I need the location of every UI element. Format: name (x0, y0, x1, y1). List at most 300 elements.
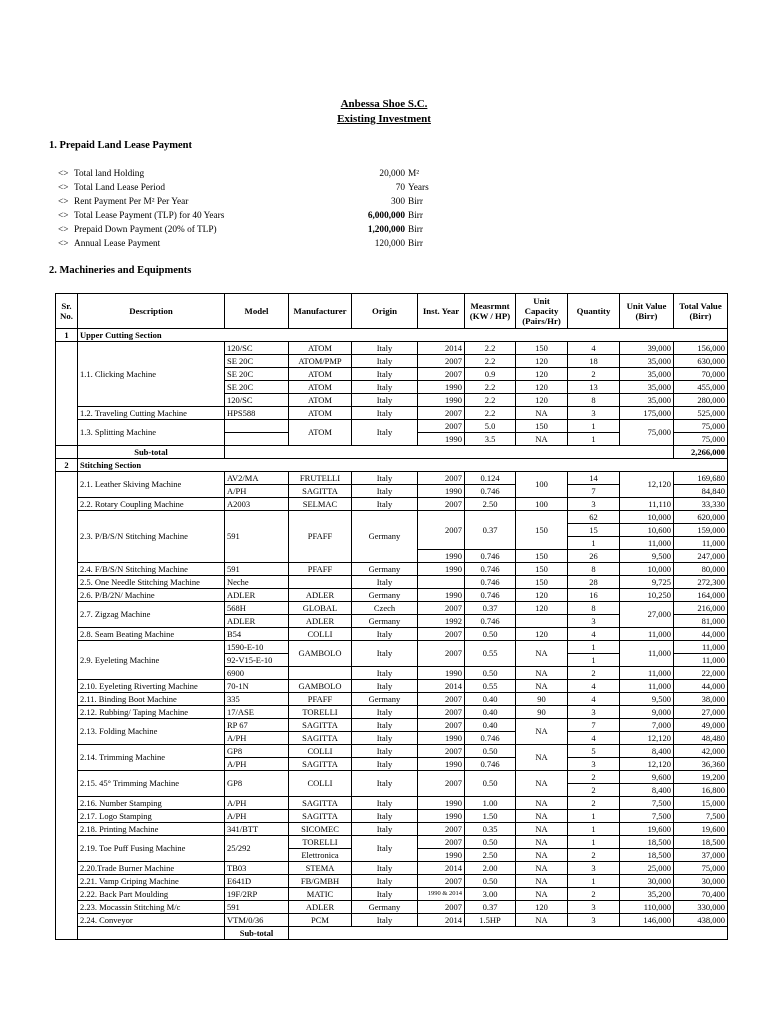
mfr-cell: ATOM (289, 420, 352, 446)
cap-cell: NA (516, 797, 568, 810)
tval-cell: 70,000 (674, 368, 728, 381)
model-cell: 17/ASE (225, 706, 289, 719)
uval-cell: 12,120 (620, 732, 674, 745)
year-cell: 1990 (418, 667, 465, 680)
tval-cell: 280,000 (674, 394, 728, 407)
table-row (56, 693, 728, 706)
qty-cell: 26 (568, 550, 620, 563)
desc-cell: 2.18. Printing Machine (78, 823, 225, 836)
uval-cell: 7,000 (620, 719, 674, 732)
page-subtitle: Existing Investment (337, 113, 431, 125)
cap-cell: NA (516, 745, 568, 771)
origin-cell: Italy (352, 680, 418, 693)
lease-label: Total land Holding (74, 169, 145, 179)
desc-cell: 2.9. Eyeleting Machine (78, 641, 225, 680)
model-cell: 120/SC (225, 342, 289, 355)
year-cell: 1990 (418, 589, 465, 602)
model-cell: SE 20C (225, 368, 289, 381)
table-row (56, 771, 728, 784)
meas-cell: 0.40 (465, 693, 516, 706)
tval-cell: 33,330 (674, 498, 728, 511)
year-cell: 1990 & 2014 (418, 888, 465, 901)
mfr-cell: PFAFF (289, 511, 352, 563)
tval-cell: 159,000 (674, 524, 728, 537)
cap-cell: 150 (516, 420, 568, 433)
origin-cell: Italy (352, 576, 418, 589)
meas-cell: 1.50 (465, 810, 516, 823)
table-row (56, 420, 728, 433)
tval-cell: 455,000 (674, 381, 728, 394)
desc-cell: 2.15. 45° Trimming Machine (78, 771, 225, 797)
year-cell: 1990 (418, 433, 465, 446)
bullet: <> (58, 183, 69, 193)
qty-cell: 1 (568, 823, 620, 836)
tval-cell: 169,680 (674, 472, 728, 485)
meas-cell: 0.50 (465, 667, 516, 680)
year-cell: 2014 (418, 862, 465, 875)
cap-cell: 120 (516, 589, 568, 602)
meas-cell: 1.00 (465, 797, 516, 810)
mfr-cell: SAGITTA (289, 719, 352, 732)
origin-cell: Italy (352, 719, 418, 732)
year-cell: 2007 (418, 641, 465, 667)
table-row (56, 888, 728, 901)
qty-cell: 2 (568, 771, 620, 784)
cap-cell: 90 (516, 706, 568, 719)
table-row (56, 680, 728, 693)
meas-cell: 0.124 (465, 472, 516, 485)
tval-cell: 19,200 (674, 771, 728, 784)
uval-cell: 9,725 (620, 576, 674, 589)
desc-cell: 2.1. Leather Skiving Machine (78, 472, 225, 498)
year-cell: 2007 (418, 836, 465, 849)
year-cell: 2007 (418, 901, 465, 914)
uval-cell: 9,000 (620, 706, 674, 719)
qty-cell: 8 (568, 563, 620, 576)
table-row (56, 719, 728, 732)
origin-cell: Italy (352, 797, 418, 810)
table-row (56, 914, 728, 927)
cap-cell: 120 (516, 394, 568, 407)
origin-cell: Germany (352, 615, 418, 628)
mfr-cell: TORELLI (289, 836, 352, 849)
table-row (56, 589, 728, 602)
lease-value: 6,000,000 (367, 211, 405, 221)
subtotal-value: 2,266,000 (674, 446, 728, 459)
section-row (56, 459, 728, 472)
col-header: Quantity (568, 294, 620, 329)
model-cell: GP8 (225, 771, 289, 797)
desc-cell: 2.2. Rotary Coupling Machine (78, 498, 225, 511)
table-row (56, 576, 728, 589)
meas-cell: 0.55 (465, 680, 516, 693)
empty-cell (225, 446, 674, 459)
qty-cell: 3 (568, 498, 620, 511)
tval-cell: 156,000 (674, 342, 728, 355)
table-row (56, 862, 728, 875)
qty-cell: 28 (568, 576, 620, 589)
uval-cell: 35,000 (620, 368, 674, 381)
tval-cell: 7,500 (674, 810, 728, 823)
tval-cell: 22,000 (674, 667, 728, 680)
lease-label: Rent Payment Per M² Per Year (74, 197, 189, 207)
cap-cell: NA (516, 719, 568, 745)
model-cell: AV2/MA (225, 472, 289, 485)
qty-cell: 8 (568, 602, 620, 615)
origin-cell: Italy (352, 667, 418, 680)
qty-cell: 7 (568, 719, 620, 732)
meas-cell: 0.746 (465, 732, 516, 745)
model-cell: HPS588 (225, 407, 289, 420)
cap-cell: NA (516, 641, 568, 667)
lease-label: Prepaid Down Payment (20% of TLP) (74, 225, 217, 235)
model-cell: A/PH (225, 485, 289, 498)
table-row (56, 498, 728, 511)
model-cell: 25/292 (225, 836, 289, 862)
desc-cell: 2.6. P/B/2N/ Machine (78, 589, 225, 602)
subtotal-row (56, 927, 728, 940)
year-cell: 2007 (418, 875, 465, 888)
qty-cell: 3 (568, 862, 620, 875)
lease-item (58, 209, 468, 223)
qty-cell: 4 (568, 693, 620, 706)
cap-cell: NA (516, 862, 568, 875)
cap-cell: 120 (516, 381, 568, 394)
mfr-cell: PFAFF (289, 693, 352, 706)
mfr-cell: GLOBAL (289, 602, 352, 615)
uval-cell: 10,000 (620, 563, 674, 576)
section-name: Upper Cutting Section (78, 329, 728, 342)
lease-item (58, 195, 468, 209)
uval-cell: 10,000 (620, 511, 674, 524)
origin-cell: Italy (352, 875, 418, 888)
mfr-cell: SAGITTA (289, 485, 352, 498)
desc-cell: 1.3. Splitting Machine (78, 420, 225, 446)
bullet: <> (58, 239, 69, 249)
uval-cell: 9,500 (620, 693, 674, 706)
origin-cell: Italy (352, 732, 418, 745)
mfr-cell: SAGITTA (289, 758, 352, 771)
year-cell: 1990 (418, 485, 465, 498)
uval-cell: 35,000 (620, 381, 674, 394)
lease-value: 120,000 (374, 239, 405, 249)
table-row (56, 706, 728, 719)
table-row (56, 823, 728, 836)
lease-unit: Birr (408, 225, 423, 235)
tval-cell: 164,000 (674, 589, 728, 602)
cap-cell: 90 (516, 693, 568, 706)
qty-cell: 14 (568, 472, 620, 485)
year-cell: 2007 (418, 472, 465, 485)
tval-cell: 11,000 (674, 654, 728, 667)
origin-cell: Germany (352, 589, 418, 602)
tval-cell: 19,600 (674, 823, 728, 836)
mfr-cell: STEMA (289, 862, 352, 875)
qty-cell: 3 (568, 901, 620, 914)
year-cell: 2007 (418, 498, 465, 511)
company-name: Anbessa Shoe S.C. (340, 98, 428, 110)
sr-cell (56, 342, 78, 446)
sr-cell (56, 472, 78, 940)
tval-cell: 44,000 (674, 680, 728, 693)
qty-cell: 16 (568, 589, 620, 602)
year-cell: 2007 (418, 355, 465, 368)
model-cell: E641D (225, 875, 289, 888)
subtotal-label: Sub-total (225, 927, 289, 940)
year-cell: 1990 (418, 810, 465, 823)
origin-cell: Italy (352, 836, 418, 862)
bullet: <> (58, 169, 69, 179)
qty-cell: 4 (568, 342, 620, 355)
tval-cell: 75,000 (674, 862, 728, 875)
qty-cell: 1 (568, 654, 620, 667)
meas-cell: 0.35 (465, 823, 516, 836)
table-row (56, 836, 728, 849)
table-row (56, 875, 728, 888)
origin-cell: Italy (352, 381, 418, 394)
uval-cell: 9,500 (620, 550, 674, 563)
origin-cell: Italy (352, 628, 418, 641)
year-cell: 2007 (418, 823, 465, 836)
uval-cell: 25,000 (620, 862, 674, 875)
year-cell: 2014 (418, 914, 465, 927)
model-cell: RP 67 (225, 719, 289, 732)
desc-cell: 2.20.Trade Burner Machine (78, 862, 225, 875)
cap-cell: NA (516, 771, 568, 797)
meas-cell: 2.2 (465, 342, 516, 355)
desc-cell: 2.16. Number Stamping (78, 797, 225, 810)
mfr-cell: ADLER (289, 589, 352, 602)
model-cell: 591 (225, 901, 289, 914)
section-2-title: 2. Machineries and Equipments (49, 265, 192, 276)
year-cell: 2014 (418, 342, 465, 355)
uval-cell: 146,000 (620, 914, 674, 927)
table-row (56, 472, 728, 485)
qty-cell: 2 (568, 888, 620, 901)
cap-cell: NA (516, 836, 568, 849)
qty-cell: 2 (568, 849, 620, 862)
year-cell: 1990 (418, 381, 465, 394)
qty-cell: 4 (568, 628, 620, 641)
model-cell (225, 433, 289, 446)
desc-cell: 2.22. Back Part Moulding (78, 888, 225, 901)
section-number: 1 (56, 329, 78, 342)
meas-cell: 0.746 (465, 615, 516, 628)
mfr-cell: GAMBOLO (289, 680, 352, 693)
tval-cell: 247,000 (674, 550, 728, 563)
model-cell: A/PH (225, 797, 289, 810)
origin-cell: Italy (352, 771, 418, 797)
cap-cell: 150 (516, 576, 568, 589)
tval-cell: 11,000 (674, 641, 728, 654)
cap-cell: NA (516, 823, 568, 836)
uval-cell: 39,000 (620, 342, 674, 355)
qty-cell: 62 (568, 511, 620, 524)
col-header: Total Value (Birr) (674, 294, 728, 329)
qty-cell: 1 (568, 420, 620, 433)
table-row (56, 628, 728, 641)
mfr-cell: ATOM/PMP (289, 355, 352, 368)
origin-cell: Italy (352, 407, 418, 420)
year-cell: 2007 (418, 693, 465, 706)
meas-cell: 0.50 (465, 875, 516, 888)
origin-cell: Italy (352, 498, 418, 511)
origin-cell: Italy (352, 706, 418, 719)
tval-cell: 75,000 (674, 420, 728, 433)
cap-cell: 120 (516, 602, 568, 615)
cap-cell: NA (516, 888, 568, 901)
col-header: Origin (352, 294, 418, 329)
lease-value: 300 (391, 197, 405, 207)
year-cell: 2007 (418, 420, 465, 433)
mfr-cell: ADLER (289, 615, 352, 628)
tval-cell: 44,000 (674, 628, 728, 641)
tval-cell: 15,000 (674, 797, 728, 810)
desc-cell: 2.5. One Needle Stitching Machine (78, 576, 225, 589)
tval-cell: 38,000 (674, 693, 728, 706)
lease-item (58, 167, 468, 181)
year-cell: 2007 (418, 602, 465, 615)
tval-cell: 27,000 (674, 706, 728, 719)
uval-cell: 19,600 (620, 823, 674, 836)
col-header: Measrmnt (KW / HP) (465, 294, 516, 329)
year-cell: 1990 (418, 563, 465, 576)
tval-cell: 18,500 (674, 836, 728, 849)
model-cell: A/PH (225, 732, 289, 745)
uval-cell: 35,000 (620, 394, 674, 407)
machinery-table (55, 293, 728, 940)
col-header: Description (78, 294, 225, 329)
year-cell (418, 576, 465, 589)
cap-cell: 120 (516, 901, 568, 914)
mfr-cell: SAGITTA (289, 810, 352, 823)
qty-cell: 3 (568, 758, 620, 771)
meas-cell: 2.2 (465, 407, 516, 420)
uval-cell: 11,000 (620, 667, 674, 680)
mfr-cell (289, 576, 352, 589)
origin-cell: Italy (352, 745, 418, 758)
cap-cell: 120 (516, 355, 568, 368)
meas-cell: 2.00 (465, 862, 516, 875)
meas-cell: 3.5 (465, 433, 516, 446)
qty-cell: 1 (568, 810, 620, 823)
model-cell: A/PH (225, 810, 289, 823)
desc-cell: 2.10. Eyeleting Riverting Machine (78, 680, 225, 693)
cap-cell: 120 (516, 628, 568, 641)
tval-cell: 11,000 (674, 537, 728, 550)
cap-cell: 120 (516, 368, 568, 381)
qty-cell: 7 (568, 485, 620, 498)
section-name: Stitching Section (78, 459, 728, 472)
model-cell (225, 420, 289, 433)
tval-cell: 49,000 (674, 719, 728, 732)
meas-cell: 2.2 (465, 355, 516, 368)
mfr-cell: FRUTELLI (289, 472, 352, 485)
uval-cell: 30,000 (620, 875, 674, 888)
meas-cell: 0.55 (465, 641, 516, 667)
uval-cell: 11,000 (620, 641, 674, 667)
mfr-cell: ATOM (289, 407, 352, 420)
model-cell: ADLER (225, 589, 289, 602)
model-cell: SE 20C (225, 381, 289, 394)
year-cell: 1990 (418, 394, 465, 407)
cap-cell: NA (516, 407, 568, 420)
section-row (56, 329, 728, 342)
meas-cell: 1.5HP (465, 914, 516, 927)
cap-cell: NA (516, 680, 568, 693)
lease-item (58, 237, 468, 251)
lease-value: 70 (395, 183, 405, 193)
meas-cell: 5.0 (465, 420, 516, 433)
origin-cell: Italy (352, 485, 418, 498)
cap-cell: NA (516, 914, 568, 927)
origin-cell: Czech (352, 602, 418, 615)
mfr-cell: FB/GMBH (289, 875, 352, 888)
year-cell: 2014 (418, 680, 465, 693)
qty-cell: 4 (568, 680, 620, 693)
bullet: <> (58, 211, 69, 221)
desc-cell: 2.24. Conveyor (78, 914, 225, 927)
year-cell: 1990 (418, 849, 465, 862)
meas-cell: 0.746 (465, 485, 516, 498)
col-header: Inst. Year (418, 294, 465, 329)
uval-cell: 18,500 (620, 849, 674, 862)
model-cell: A/PH (225, 758, 289, 771)
qty-cell: 8 (568, 394, 620, 407)
qty-cell: 3 (568, 706, 620, 719)
qty-cell: 1 (568, 875, 620, 888)
model-cell: VTM/0/36 (225, 914, 289, 927)
subtotal-label: Sub-total (78, 446, 225, 459)
lease-unit: Birr (408, 197, 423, 207)
tval-cell: 16,800 (674, 784, 728, 797)
col-header: Model (225, 294, 289, 329)
mfr-cell: MATIC (289, 888, 352, 901)
uval-cell: 7,500 (620, 810, 674, 823)
qty-cell: 1 (568, 641, 620, 654)
table-row (56, 810, 728, 823)
section-1-title: 1. Prepaid Land Lease Payment (49, 140, 193, 151)
lease-list (58, 167, 468, 251)
qty-cell: 2 (568, 667, 620, 680)
tval-cell: 630,000 (674, 355, 728, 368)
meas-cell: 2.50 (465, 849, 516, 862)
origin-cell: Germany (352, 901, 418, 914)
cap-cell: NA (516, 875, 568, 888)
tval-cell: 70,400 (674, 888, 728, 901)
origin-cell: Italy (352, 888, 418, 901)
desc-cell: 2.3. P/B/S/N Stitching Machine (78, 511, 225, 563)
lease-label: Total Lease Payment (TLP) for 40 Years (74, 211, 225, 221)
origin-cell: Italy (352, 472, 418, 485)
tval-cell: 330,000 (674, 901, 728, 914)
uval-cell: 35,000 (620, 355, 674, 368)
cap-cell (516, 615, 568, 628)
mfr-cell: SAGITTA (289, 732, 352, 745)
tval-cell: 620,000 (674, 511, 728, 524)
model-cell: 19F/2RP (225, 888, 289, 901)
meas-cell: 0.37 (465, 602, 516, 615)
tval-cell: 75,000 (674, 433, 728, 446)
tval-cell: 36,360 (674, 758, 728, 771)
sr-cell (78, 927, 225, 940)
bullet: <> (58, 197, 69, 207)
qty-cell: 2 (568, 368, 620, 381)
mfr-cell: COLLI (289, 628, 352, 641)
empty-cell (289, 927, 728, 940)
desc-cell: 2.23. Mocassin Stitching M/c (78, 901, 225, 914)
qty-cell: 4 (568, 732, 620, 745)
